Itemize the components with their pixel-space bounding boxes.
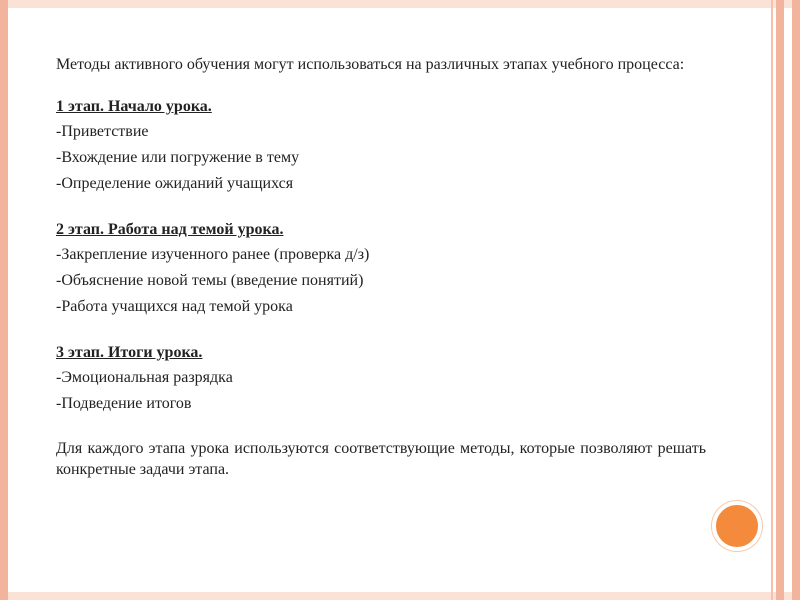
slide-left-border	[0, 0, 8, 600]
stage-title: 2 этап. Работа над темой урока.	[56, 221, 284, 238]
stage-title: 3 этап. Итоги урока.	[56, 344, 203, 361]
list-item: -Вхождение или погружение в тему	[56, 149, 300, 166]
stage-3	[56, 341, 706, 417]
stage-title: 1 этап. Начало урока.	[56, 98, 212, 115]
slide-right-border	[792, 0, 800, 600]
list-item: -Подведение итогов	[56, 395, 192, 412]
stage-1	[56, 95, 706, 197]
list-item: -Закрепление изученного ранее (проверка д/з)	[56, 246, 370, 263]
slide-body	[56, 53, 706, 480]
slide-right-inner-line	[771, 0, 773, 600]
slide-top-border	[8, 0, 800, 8]
slide-bottom-border	[8, 592, 800, 600]
accent-circle-decoration	[712, 501, 762, 551]
list-item: -Объяснение новой темы (введение понятий)	[56, 272, 364, 289]
list-item: -Определение ожиданий учащихся	[56, 175, 294, 192]
slide-right-stripe	[776, 0, 784, 600]
stage-2	[56, 218, 706, 320]
intro-paragraph: Методы активного обучения могут использоваться на различных этапах учебного процесса:	[56, 56, 685, 73]
outro-paragraph: Для каждого этапа урока используются соответствующие методы, которые позволяют решать конкретные задачи этапа.	[56, 440, 706, 478]
list-item: -Приветствие	[56, 123, 149, 140]
list-item: -Эмоциональная разрядка	[56, 369, 233, 386]
list-item: -Работа учащихся над темой урока	[56, 298, 293, 315]
